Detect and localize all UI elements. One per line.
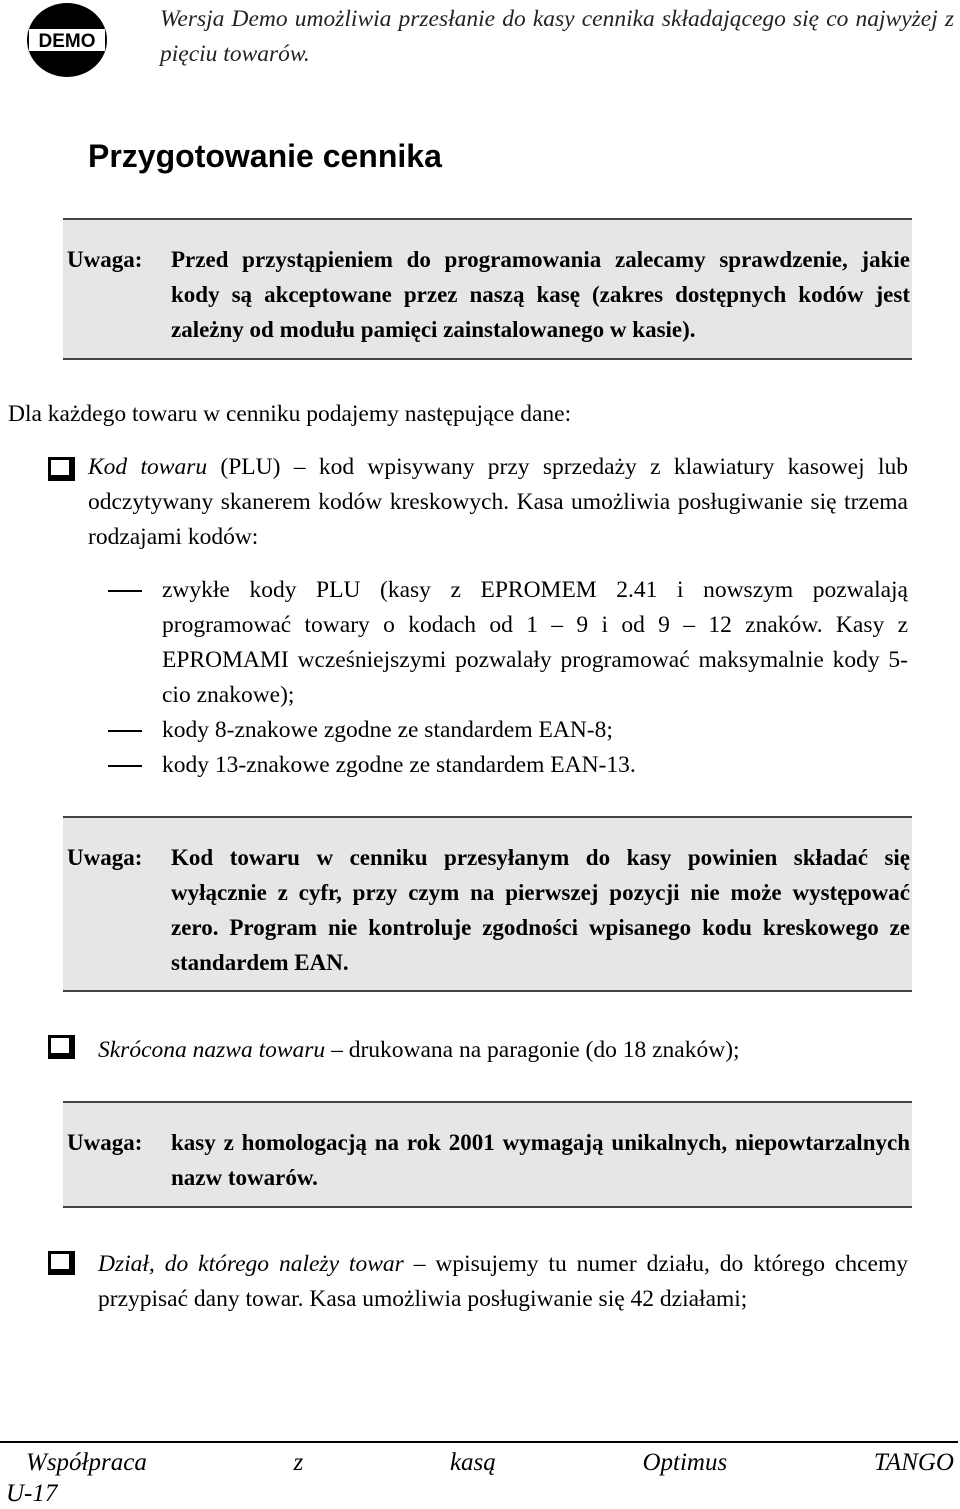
note-text: Przed przystąpieniem do programowania zalecamy sprawdzenie, jakie kody są akceptowane przez naszą kasę (zakres dostępnych kodów jest zależny od modułu pamięci zainstalowanego w kasie). xyxy=(171,247,910,342)
code-type-item: kody 13-znakowe zgodne ze standardem EAN-13. xyxy=(162,752,636,778)
footer-word: TANGO xyxy=(873,1449,954,1476)
footer-word: Współpraca xyxy=(26,1449,147,1476)
code-type-item: kody 8-znakowe zgodne ze standardem EAN-8; xyxy=(162,717,613,743)
page-number: U-17 xyxy=(6,1480,58,1507)
checkbox-bullet-icon xyxy=(48,1035,75,1059)
bullet-text: (PLU) – kod wpisywany przy sprzedaży z klawiatury kasowej lub odczytywany skanerem kodów kreskowych. Kasa umożliwia posługiwanie się trzema rodzajami kodów: xyxy=(88,454,908,550)
note-text: Kod towaru w cenniku przesyłanym do kasy powinien składać się wyłącznie z cyfr, przy czym na pierwszej pozycji nie może występować zero. Program nie kontroluje zgodności wpisanego kodu kreskowego ze standardem EAN. xyxy=(171,845,910,975)
demo-logo xyxy=(26,2,108,78)
bullet-term: Dział, do którego należy towar xyxy=(98,1251,404,1277)
dash-bullet xyxy=(108,590,142,592)
warning-note-code-format xyxy=(63,816,912,992)
footer-word: kasą xyxy=(449,1449,496,1476)
dash-bullet xyxy=(108,765,142,767)
footer-divider xyxy=(0,1441,958,1443)
note-text: kasy z homologacją na rok 2001 wymagają unikalnych, niepowtarzalnych nazw towarów. xyxy=(171,1130,910,1190)
footer-word: z xyxy=(293,1449,304,1476)
checkbox-bullet-icon xyxy=(48,1251,75,1275)
note-label: Uwaga: xyxy=(67,247,143,272)
bullet-item-product-code xyxy=(88,450,908,555)
demo-badge-text: DEMO xyxy=(38,31,96,52)
dash-bullet xyxy=(108,730,142,732)
note-label: Uwaga: xyxy=(67,845,143,870)
code-type-item: zwykłe kody PLU (kasy z EPROMEM 2.41 i nowszym pozwalają programować towary o kodach od 1 – 9 i od 9 – 12 znaków. Kasy z EPROMAMI wcześniejszymi pozwalały programować maksymalnie kody 5-cio znakowe); xyxy=(162,577,908,708)
bullet-text: – wpisujemy tu numer działu, do którego chcemy przypisać dany towar. Kasa umożliwia posługiwanie się 42 działami; xyxy=(98,1251,908,1312)
bullet-text: – drukowana na paragonie (do 18 znaków); xyxy=(325,1037,740,1063)
bullet-term: Skrócona nazwa towaru xyxy=(98,1037,326,1063)
note-label: Uwaga: xyxy=(67,1130,143,1155)
section-title: Przygotowanie cennika xyxy=(88,138,442,174)
checkbox-bullet-icon xyxy=(48,457,75,481)
warning-note-codes xyxy=(63,218,912,360)
bullet-item-short-name xyxy=(98,1033,908,1068)
intro-paragraph: Dla każdego towaru w cenniku podajemy następujące dane: xyxy=(8,401,572,427)
footer-word: Optimus xyxy=(642,1449,728,1476)
warning-note-unique-names xyxy=(63,1101,912,1208)
demo-notice: Wersja Demo umożliwia przesłanie do kasy cennika składającego się co najwyżej z pięciu towarów. xyxy=(160,6,954,67)
bullet-term: Kod towaru xyxy=(88,454,208,480)
bullet-item-department xyxy=(98,1247,908,1317)
page-footer xyxy=(26,1445,954,1481)
